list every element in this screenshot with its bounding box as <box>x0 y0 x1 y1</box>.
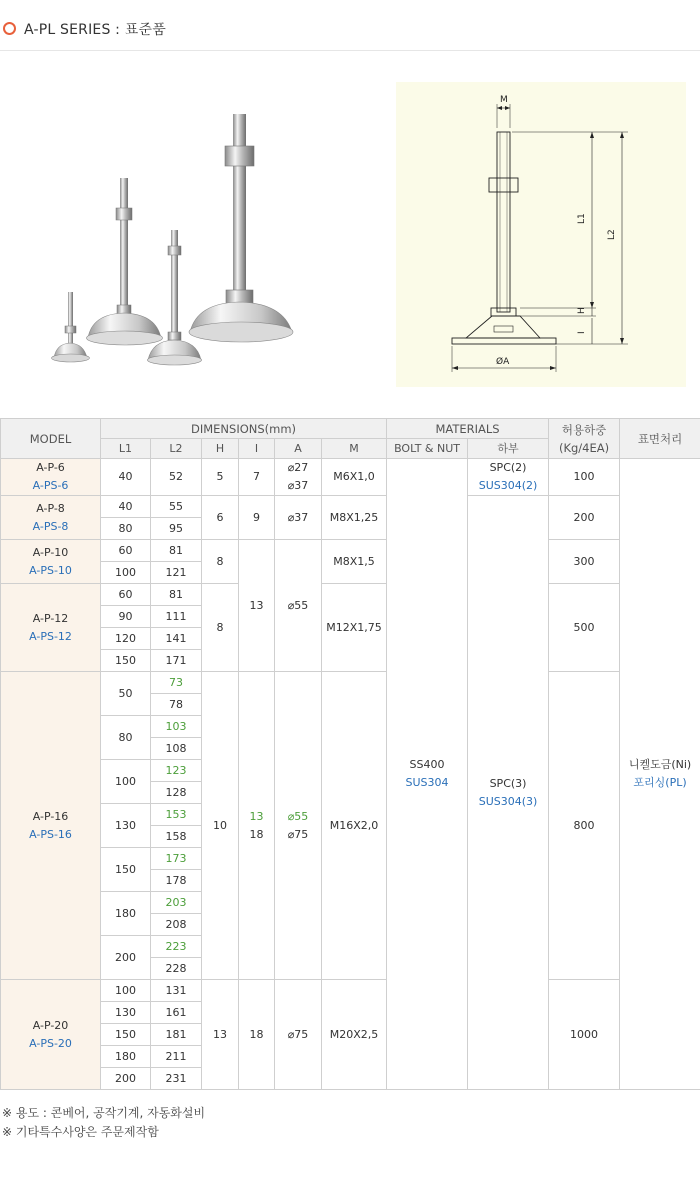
cell-lower: SPC(2) SUS304(2) <box>468 459 549 496</box>
cell-l2: 131 <box>151 980 202 1002</box>
cell-l1: 50 <box>101 672 151 716</box>
cell-l1: 40 <box>101 496 151 518</box>
cell-l2: 78 <box>151 694 202 716</box>
cell-a: ⌀55 ⌀75 <box>275 672 322 980</box>
col-lower: 하부 <box>468 439 549 459</box>
cell-l1: 150 <box>101 650 151 672</box>
circle-bullet-icon <box>3 22 16 35</box>
cell-l1: 90 <box>101 606 151 628</box>
cell-l1: 180 <box>101 1046 151 1068</box>
dimension-drawing <box>396 82 686 387</box>
col-bolt-nut: BOLT & NUT <box>387 439 468 459</box>
spec-table <box>0 418 700 1090</box>
cell-m: M8X1,25 <box>322 496 387 540</box>
table-row <box>1 980 700 1002</box>
cell-l1: 130 <box>101 1002 151 1024</box>
col-model: MODEL <box>1 419 101 459</box>
model-cell: A-P-12 A-PS-12 <box>1 584 101 672</box>
cell-l1: 130 <box>101 804 151 848</box>
cell-load: 100 <box>549 459 620 496</box>
cell-l1: 80 <box>101 518 151 540</box>
cell-a: ⌀27 ⌀37 <box>275 459 322 496</box>
cell-l2: 211 <box>151 1046 202 1068</box>
col-a: A <box>275 439 322 459</box>
cell-h: 6 <box>202 496 239 540</box>
cell-l1: 100 <box>101 980 151 1002</box>
cell-h: 13 <box>202 980 239 1090</box>
table-row <box>1 584 700 606</box>
col-m: M <box>322 439 387 459</box>
cell-m: M20X2,5 <box>322 980 387 1090</box>
note-usage: ※ 용도 : 콘베어, 공작기계, 자동화설비 <box>2 1106 206 1120</box>
cell-l2: 181 <box>151 1024 202 1046</box>
col-l2: L2 <box>151 439 202 459</box>
drawing-label-i: I <box>577 331 587 334</box>
page-title: A-PL SERIES : 표준품 <box>24 22 166 38</box>
cell-h: 8 <box>202 584 239 672</box>
cell-l1: 60 <box>101 584 151 606</box>
cell-surface: 니켈도금(Ni) 포리싱(PL) <box>620 459 700 1090</box>
cell-l2: 128 <box>151 782 202 804</box>
cell-l1: 150 <box>101 848 151 892</box>
cell-l2: 111 <box>151 606 202 628</box>
cell-a: ⌀37 <box>275 496 322 540</box>
cell-i: 13 18 <box>239 672 275 980</box>
cell-l1: 60 <box>101 540 151 562</box>
cell-l2: 95 <box>151 518 202 540</box>
cell-l1: 180 <box>101 892 151 936</box>
cell-load: 200 <box>549 496 620 540</box>
cell-l2: 141 <box>151 628 202 650</box>
cell-l2: 81 <box>151 540 202 562</box>
drawing-label-l1: L1 <box>577 213 587 224</box>
col-load: 허용하중 (Kg/4EA) <box>549 419 620 459</box>
cell-a: ⌀75 <box>275 980 322 1090</box>
leveler-small <box>52 292 90 362</box>
cell-h: 5 <box>202 459 239 496</box>
table-header-row <box>1 419 700 439</box>
col-h: H <box>202 439 239 459</box>
table-row <box>1 496 700 518</box>
drawing-label-m: M <box>500 95 508 105</box>
cell-l2: 228 <box>151 958 202 980</box>
cell-i: 7 <box>239 459 275 496</box>
cell-h: 8 <box>202 540 239 584</box>
cell-bolt-nut: SS400 SUS304 <box>387 459 468 1090</box>
cell-l1: 200 <box>101 936 151 980</box>
cell-load: 500 <box>549 584 620 672</box>
cell-a: ⌀55 <box>275 540 322 672</box>
drawing-label-l2: L2 <box>607 229 617 240</box>
cell-l2: 231 <box>151 1068 202 1090</box>
cell-l1: 100 <box>101 760 151 804</box>
drawing-label-a: ØA <box>496 357 510 367</box>
model-cell: A-P-8 A-PS-8 <box>1 496 101 540</box>
cell-lower: SPC(3) SUS304(3) <box>468 496 549 1090</box>
leveler-large <box>189 114 293 342</box>
leveler-medium <box>87 178 163 345</box>
cell-l2: 153 <box>151 804 202 826</box>
cell-m: M16X2,0 <box>322 672 387 980</box>
cell-load: 800 <box>549 672 620 980</box>
cell-l2: 161 <box>151 1002 202 1024</box>
col-surface: 표면처리 <box>620 419 700 459</box>
cell-l2: 173 <box>151 848 202 870</box>
cell-i: 13 <box>239 540 275 672</box>
leveler-medium-2 <box>148 230 202 365</box>
cell-l2: 103 <box>151 716 202 738</box>
cell-load: 300 <box>549 540 620 584</box>
cell-l1: 120 <box>101 628 151 650</box>
drawing-label-h: H <box>577 307 587 314</box>
cell-l1: 40 <box>101 459 151 496</box>
cell-i: 9 <box>239 496 275 540</box>
cell-l2: 223 <box>151 936 202 958</box>
cell-l2: 208 <box>151 914 202 936</box>
model-cell: A-P-10 A-PS-10 <box>1 540 101 584</box>
cell-l2: 203 <box>151 892 202 914</box>
cell-l2: 55 <box>151 496 202 518</box>
note-custom: ※ 기타특수사양은 주문제작함 <box>2 1125 159 1139</box>
notes <box>2 1104 205 1142</box>
cell-l2: 123 <box>151 760 202 782</box>
cell-l2: 52 <box>151 459 202 496</box>
model-cell: A-P-20 A-PS-20 <box>1 980 101 1090</box>
col-i: I <box>239 439 275 459</box>
model-cell: A-P-6 A-PS-6 <box>1 459 101 496</box>
col-l1: L1 <box>101 439 151 459</box>
cell-m: M6X1,0 <box>322 459 387 496</box>
cell-l2: 73 <box>151 672 202 694</box>
cell-l1: 100 <box>101 562 151 584</box>
cell-l2: 81 <box>151 584 202 606</box>
product-photo <box>40 100 360 390</box>
cell-l2: 121 <box>151 562 202 584</box>
cell-l1: 80 <box>101 716 151 760</box>
cell-l1: 150 <box>101 1024 151 1046</box>
cell-load: 1000 <box>549 980 620 1090</box>
cell-l2: 178 <box>151 870 202 892</box>
model-cell: A-P-16 A-PS-16 <box>1 672 101 980</box>
cell-l2: 171 <box>151 650 202 672</box>
page-header <box>0 0 700 51</box>
cell-h: 10 <box>202 672 239 980</box>
table-row <box>1 672 700 694</box>
cell-m: M12X1,75 <box>322 584 387 672</box>
cell-l2: 108 <box>151 738 202 760</box>
cell-i: 18 <box>239 980 275 1090</box>
cell-l2: 158 <box>151 826 202 848</box>
col-dimensions: DIMENSIONS(mm) <box>101 419 387 439</box>
col-materials: MATERIALS <box>387 419 549 439</box>
cell-l1: 200 <box>101 1068 151 1090</box>
cell-m: M8X1,5 <box>322 540 387 584</box>
table-row <box>1 540 700 562</box>
